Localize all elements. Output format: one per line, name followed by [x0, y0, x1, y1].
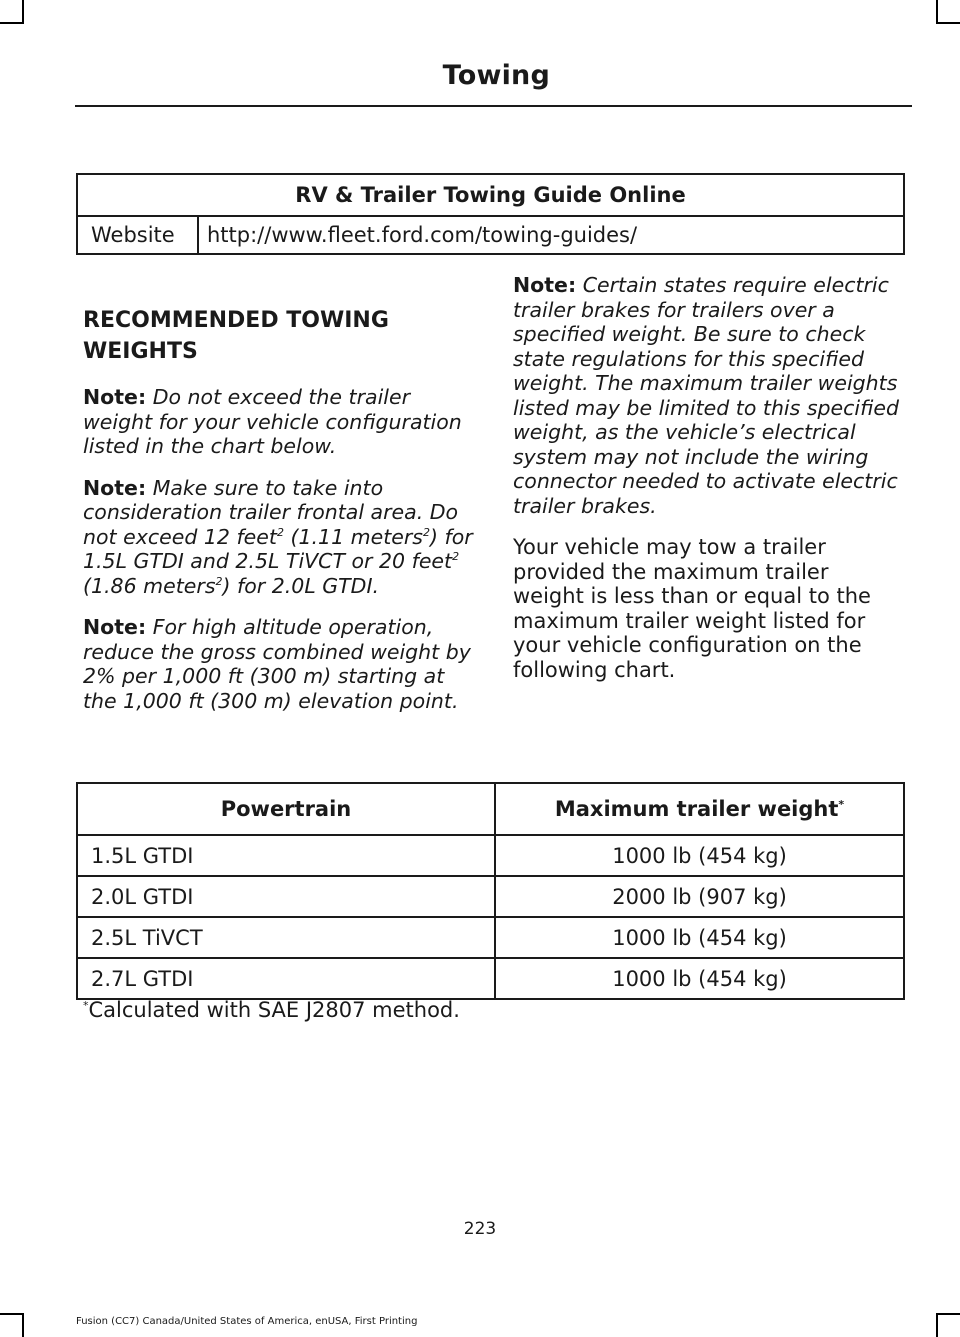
powertrain-cell: 2.7L GTDI [77, 958, 495, 999]
note-high-altitude: Note: For high altitude operation, reduce the gross combined weight by 2% per 1,000 ft (300 m) starting at the 1,000 ft (300 m) elevation point. [83, 615, 471, 713]
table-row [77, 917, 904, 958]
crop-mark [936, 1313, 960, 1315]
weight-cell: 2000 lb (907 kg) [495, 876, 904, 917]
crop-mark [936, 1313, 938, 1337]
table-row [77, 876, 904, 917]
crop-mark [0, 22, 22, 24]
powertrain-cell: 2.5L TiVCT [77, 917, 495, 958]
note-frontal-area: Note: Make sure to take into consideration trailer frontal area. Do not exceed 12 feet$^2$ (1.11 meters$^2$) for 1.5L GTDI and 2.5L TiVCT or 20 feet$^2$ (1.86 meters$^2$) for 2.0L GTDI. [83, 475, 473, 598]
website-url: http://www.fleet.ford.com/towing-guides/ [198, 216, 904, 254]
page-number: 223 [463, 1219, 497, 1239]
table-row [77, 216, 904, 254]
weight-cell: 1000 lb (454 kg) [495, 958, 904, 999]
table-row [77, 835, 904, 876]
note-trailer-weight: Note: Do not exceed the trailer weight for your vehicle configuration listed in the chart below. [83, 385, 462, 458]
crop-mark [936, 22, 960, 24]
crop-mark [22, 0, 24, 24]
crop-mark [22, 1313, 24, 1337]
tow-paragraph: Your vehicle may tow a trailer provided the maximum trailer weight is less than or equal to the maximum trailer weight listed for your vehicle configuration on the following chart. [513, 535, 871, 682]
powertrain-cell: 1.5L GTDI [77, 835, 495, 876]
crop-mark [936, 0, 938, 24]
powertrain-cell: 2.0L GTDI [77, 876, 495, 917]
towing-guide-table [76, 173, 905, 255]
header-divider [75, 105, 912, 107]
weight-cell: 1000 lb (454 kg) [495, 917, 904, 958]
crop-mark [0, 1313, 22, 1315]
column-header-powertrain: Powertrain [77, 783, 495, 835]
website-label: Website [77, 216, 198, 254]
footer-info: Fusion (CC7) Canada/United States of America, enUSA, First Printing [76, 1316, 418, 1327]
right-column [513, 273, 905, 682]
table-row [77, 958, 904, 999]
trailer-weights-table [76, 782, 905, 1000]
page-title: Towing [442, 60, 550, 91]
column-header-max-weight: Maximum trailer weight* [495, 783, 904, 835]
weight-cell: 1000 lb (454 kg) [495, 835, 904, 876]
left-column [83, 305, 475, 730]
section-heading: RECOMMENDED TOWING WEIGHTS [83, 308, 389, 364]
guide-table-title: RV & Trailer Towing Guide Online [77, 174, 904, 216]
footnote: *Calculated with SAE J2807 method. [83, 998, 460, 1022]
note-electric-brakes: Note: Certain states require electric trailer brakes for trailers over a specified weight. Be sure to check state regulations for this specified weight. The maximum trailer weights listed may be limited to this specified weight, as the vehicle’s electrical system may not include the wiring connector needed to activate electric trailer brakes. [513, 273, 899, 518]
